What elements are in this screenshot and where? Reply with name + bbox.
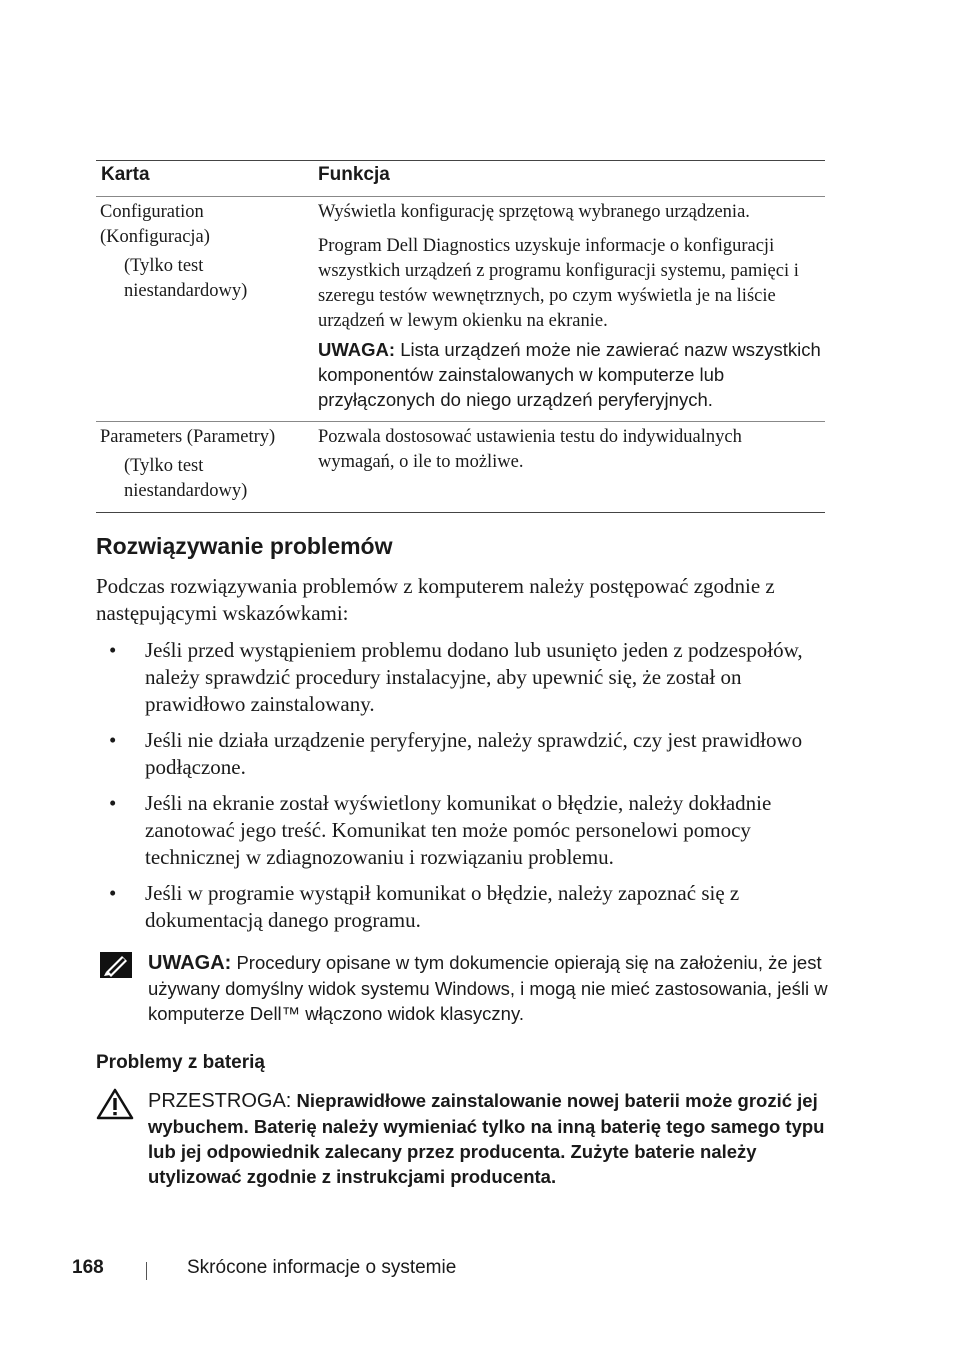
list-item <box>96 880 836 934</box>
tab-note-line: (Tylko test <box>124 456 204 476</box>
desc-paragraph: Wyświetla konfigurację sprzętową wybranego urządzenia. <box>318 202 750 222</box>
page-number: 168 <box>72 1257 104 1278</box>
caution-text-block <box>148 1088 838 1189</box>
caution-triangle-icon <box>96 1088 134 1120</box>
tab-note-line: niestandardowy) <box>124 281 248 301</box>
table-row-parameters-tab <box>100 425 315 504</box>
tab-note-line: (Tylko test <box>124 256 204 276</box>
tab-name-line: Parameters (Parametry) <box>100 427 276 447</box>
table-top-rule <box>96 160 825 161</box>
list-item <box>96 727 836 781</box>
desc-paragraph: Program Dell Diagnostics uzyskuje informacje o konfiguracji wszystkich urządzeń z programu konfiguracji systemu, pamięci i szeregu testów wewnętrznych, po czym wyświetla je na liście urządzeń w lewym okienku na ekranie. <box>318 236 799 331</box>
note-pencil-icon <box>100 952 132 978</box>
list-item-text: Jeśli nie działa urządzenie peryferyjne, należy sprawdzić, czy jest prawidłowo podłączone. <box>145 728 803 779</box>
footer-title: Skrócone informacje o systemie <box>187 1257 457 1278</box>
table-bottom-rule <box>96 512 825 513</box>
section-title: Rozwiązywanie problemów <box>96 533 393 559</box>
note-text-block <box>148 950 838 1026</box>
caution-text: Nieprawidłowe zainstalowanie nowej baterii może grozić jej wybuchem. Baterię należy wymieniać tylko na inną baterię tego samego typu lub jej odpowiednik zalecany przez producenta. Zużyte baterie należy utylizować zgodnie z instrukcjami producenta. <box>148 1090 825 1187</box>
list-item <box>96 637 836 718</box>
bullet-icon: • <box>109 881 117 905</box>
tab-name-line: (Konfiguracja) <box>100 227 210 247</box>
note-label: UWAGA: <box>148 952 232 974</box>
bullet-icon: • <box>109 638 117 662</box>
list-item-text: Jeśli przed wystąpieniem problemu dodano lub usunięto jeden z podzespołów, należy sprawdzić procedury instalacyjne, aby upewnić się, że został on prawidłowo zainstalowany. <box>145 638 803 716</box>
bullet-icon: • <box>109 728 117 752</box>
table-row-rule <box>96 421 825 422</box>
troubleshooting-list <box>96 637 836 943</box>
list-item <box>96 790 836 871</box>
table-row-configuration-desc <box>318 200 823 412</box>
table-note-text: Lista urządzeń może nie zawierać nazw wszystkich komponentów zainstalowanych w komputerze lub przyłączonych do niego urządzeń peryferyjnych. <box>318 339 821 410</box>
list-item-text: Jeśli w programie wystąpił komunikat o błędzie, należy zapoznać się z dokumentacją danego programu. <box>145 881 740 932</box>
table-header-rule <box>96 196 825 197</box>
subsection-title: Problemy z baterią <box>96 1052 265 1073</box>
bullet-icon: • <box>109 791 117 815</box>
caution-label: PRZESTROGA: <box>148 1090 292 1112</box>
intro-paragraph: Podczas rozwiązywania problemów z komputerem należy postępować zgodnie z następującymi wskazówkami: <box>96 574 775 625</box>
footer-separator <box>146 1262 147 1280</box>
table-note-label: UWAGA: <box>318 339 396 360</box>
note-text: Procedury opisane w tym dokumencie opierają się na założeniu, że jest używany domyślny widok systemu Windows, i mogą nie mieć zastosowania, jeśli w komputerze Dell™ włączono widok klasyczny. <box>148 952 828 1024</box>
table-row-parameters-desc <box>318 425 808 475</box>
table-note <box>318 337 823 412</box>
column-header-karta: Karta <box>101 164 150 185</box>
desc-paragraph: Pozwala dostosować ustawienia testu do indywidualnych wymagań, o ile to możliwe. <box>318 427 742 472</box>
column-header-funkcja: Funkcja <box>318 164 390 185</box>
list-item-text: Jeśli na ekranie został wyświetlony komunikat o błędzie, należy dokładnie zanotować jego treść. Komunikat ten może pomóc personelowi pomocy technicznej w zdiagnozowaniu i rozwiązaniu problemu. <box>145 791 772 869</box>
table-row-configuration-tab <box>100 200 310 304</box>
tab-name-line: Configuration <box>100 202 204 222</box>
tab-note-line: niestandardowy) <box>124 481 248 501</box>
